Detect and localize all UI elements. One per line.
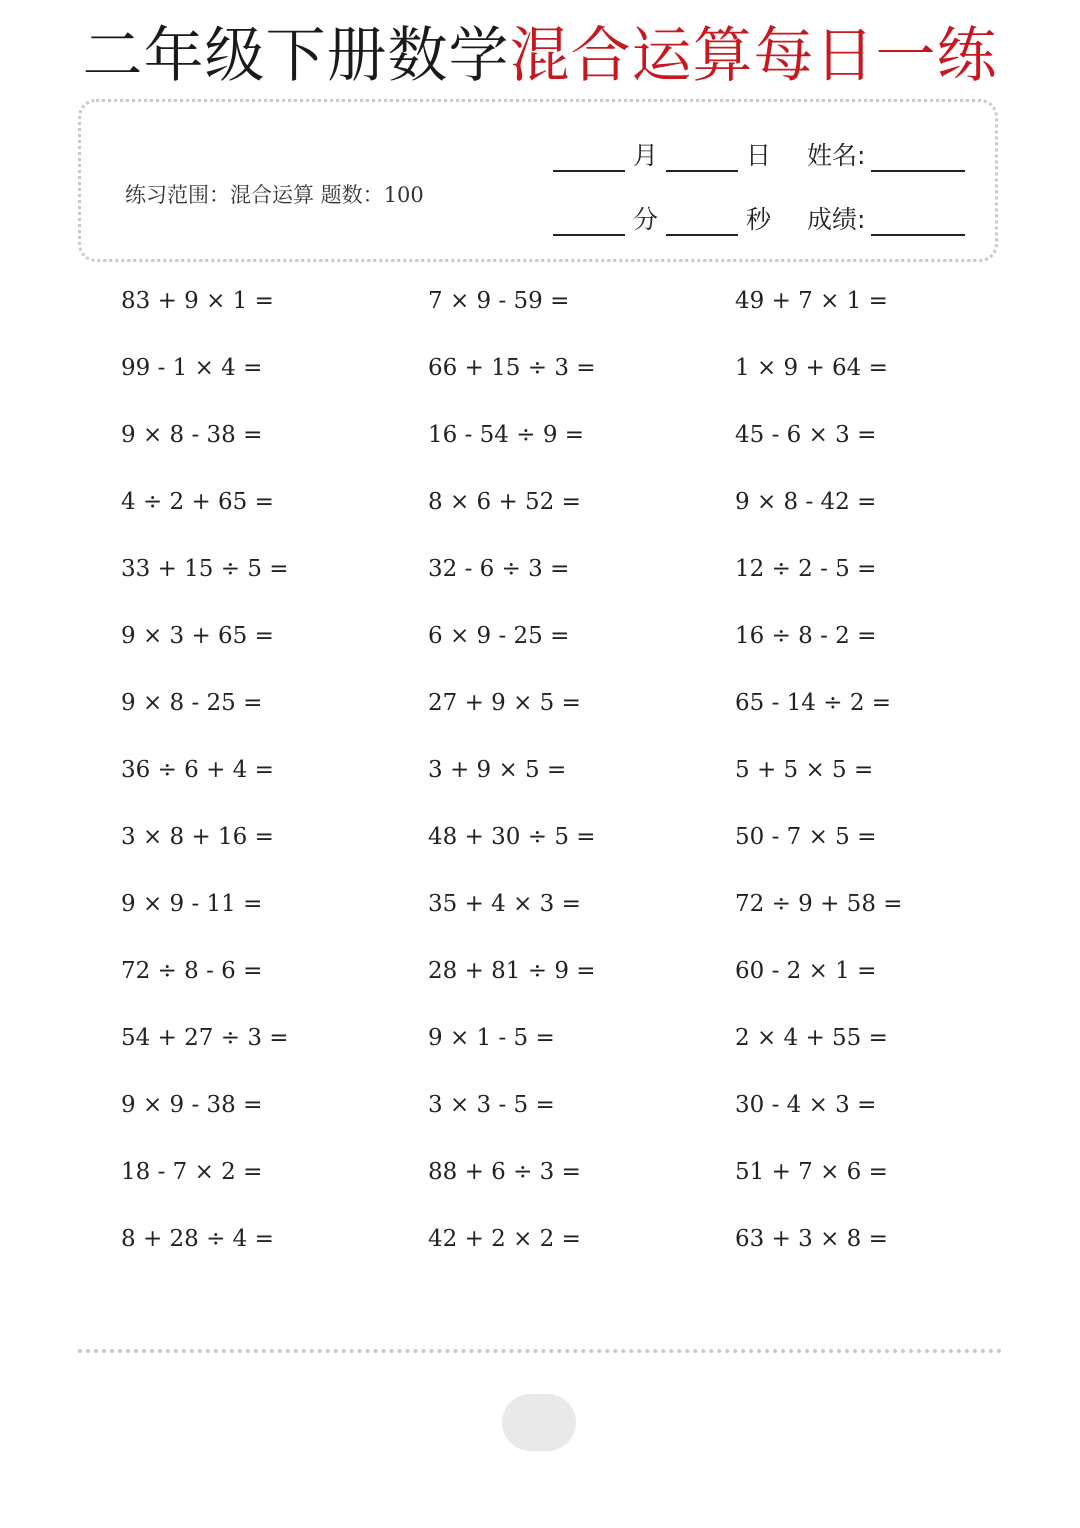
problem-item: 16 - 54 ÷ 9 =: [428, 422, 585, 448]
problem-item: 72 ÷ 8 - 6 =: [121, 958, 263, 984]
problem-item: 54 + 27 ÷ 3 =: [121, 1025, 289, 1051]
problem-item: 32 - 6 ÷ 3 =: [428, 556, 570, 582]
problem-item: 49 + 7 × 1 =: [735, 288, 888, 314]
problem-item: 9 × 8 - 25 =: [121, 690, 263, 716]
minutes-label: 分: [633, 205, 659, 234]
problem-item: 66 + 15 ÷ 3 =: [428, 355, 596, 381]
problem-item: 9 × 9 - 38 =: [121, 1092, 263, 1118]
seconds-blank[interactable]: [666, 210, 738, 236]
score-label: 成绩:: [807, 205, 866, 234]
problem-item: 88 + 6 ÷ 3 =: [428, 1159, 581, 1185]
problem-item: 48 + 30 ÷ 5 =: [428, 824, 596, 850]
title-grade-subject: 二年级下册数学: [82, 21, 510, 91]
problem-item: 9 × 1 - 5 =: [428, 1025, 555, 1051]
problem-item: 28 + 81 ÷ 9 =: [428, 958, 596, 984]
problem-item: 9 × 9 - 11 =: [121, 891, 263, 917]
day-blank[interactable]: [666, 146, 738, 172]
scope-label: 练习范围：混合运算 题数：: [125, 183, 384, 207]
problem-item: 45 - 6 × 3 =: [735, 422, 877, 448]
name-blank[interactable]: [871, 146, 965, 172]
problem-item: 3 × 3 - 5 =: [428, 1092, 555, 1118]
problem-item: 30 - 4 × 3 =: [735, 1092, 877, 1118]
title-topic: 混合运算每日一练: [509, 21, 998, 91]
problem-item: 16 ÷ 8 - 2 =: [735, 623, 877, 649]
problem-item: 99 - 1 × 4 =: [121, 355, 263, 381]
date-name-row: [553, 136, 965, 172]
score-blank[interactable]: [871, 210, 965, 236]
problem-item: 3 × 8 + 16 =: [121, 824, 274, 850]
problem-item: 27 + 9 × 5 =: [428, 690, 581, 716]
problem-item: 63 + 3 × 8 =: [735, 1226, 888, 1252]
problem-item: 3 + 9 × 5 =: [428, 757, 567, 783]
question-count: 100: [383, 183, 424, 207]
page-indicator: [502, 1394, 576, 1451]
problem-item: 6 × 9 - 25 =: [428, 623, 570, 649]
problem-item: 7 × 9 - 59 =: [428, 288, 570, 314]
problem-item: 83 + 9 × 1 =: [121, 288, 274, 314]
month-blank[interactable]: [553, 146, 625, 172]
problem-item: 9 × 8 - 42 =: [735, 489, 877, 515]
minutes-blank[interactable]: [553, 210, 625, 236]
problem-item: 9 × 8 - 38 =: [121, 422, 263, 448]
problem-item: 2 × 4 + 55 =: [735, 1025, 888, 1051]
problem-item: 18 - 7 × 2 =: [121, 1159, 263, 1185]
bottom-divider: [78, 1349, 1002, 1353]
month-label: 月: [633, 141, 659, 170]
problem-item: 1 × 9 + 64 =: [735, 355, 888, 381]
problem-item: 9 × 3 + 65 =: [121, 623, 274, 649]
name-label: 姓名:: [807, 141, 866, 170]
seconds-label: 秒: [746, 205, 772, 234]
problem-item: 36 ÷ 6 + 4 =: [121, 757, 274, 783]
problem-item: 42 + 2 × 2 =: [428, 1226, 581, 1252]
info-box: [78, 99, 998, 262]
problem-item: 50 - 7 × 5 =: [735, 824, 877, 850]
problem-item: 60 - 2 × 1 =: [735, 958, 877, 984]
problem-item: 33 + 15 ÷ 5 =: [121, 556, 289, 582]
problem-item: 8 + 28 ÷ 4 =: [121, 1226, 274, 1252]
problem-item: 4 ÷ 2 + 65 =: [121, 489, 274, 515]
day-label: 日: [746, 141, 772, 170]
problem-item: 35 + 4 × 3 =: [428, 891, 581, 917]
problem-item: 8 × 6 + 52 =: [428, 489, 581, 515]
problem-item: 5 + 5 × 5 =: [735, 757, 874, 783]
problem-item: 51 + 7 × 6 =: [735, 1159, 888, 1185]
worksheet-title: [0, 18, 1080, 94]
problem-item: 72 ÷ 9 + 58 =: [735, 891, 903, 917]
practice-scope: [125, 179, 424, 209]
problem-item: 65 - 14 ÷ 2 =: [735, 690, 892, 716]
problem-item: 12 ÷ 2 - 5 =: [735, 556, 877, 582]
time-score-row: [553, 200, 965, 236]
